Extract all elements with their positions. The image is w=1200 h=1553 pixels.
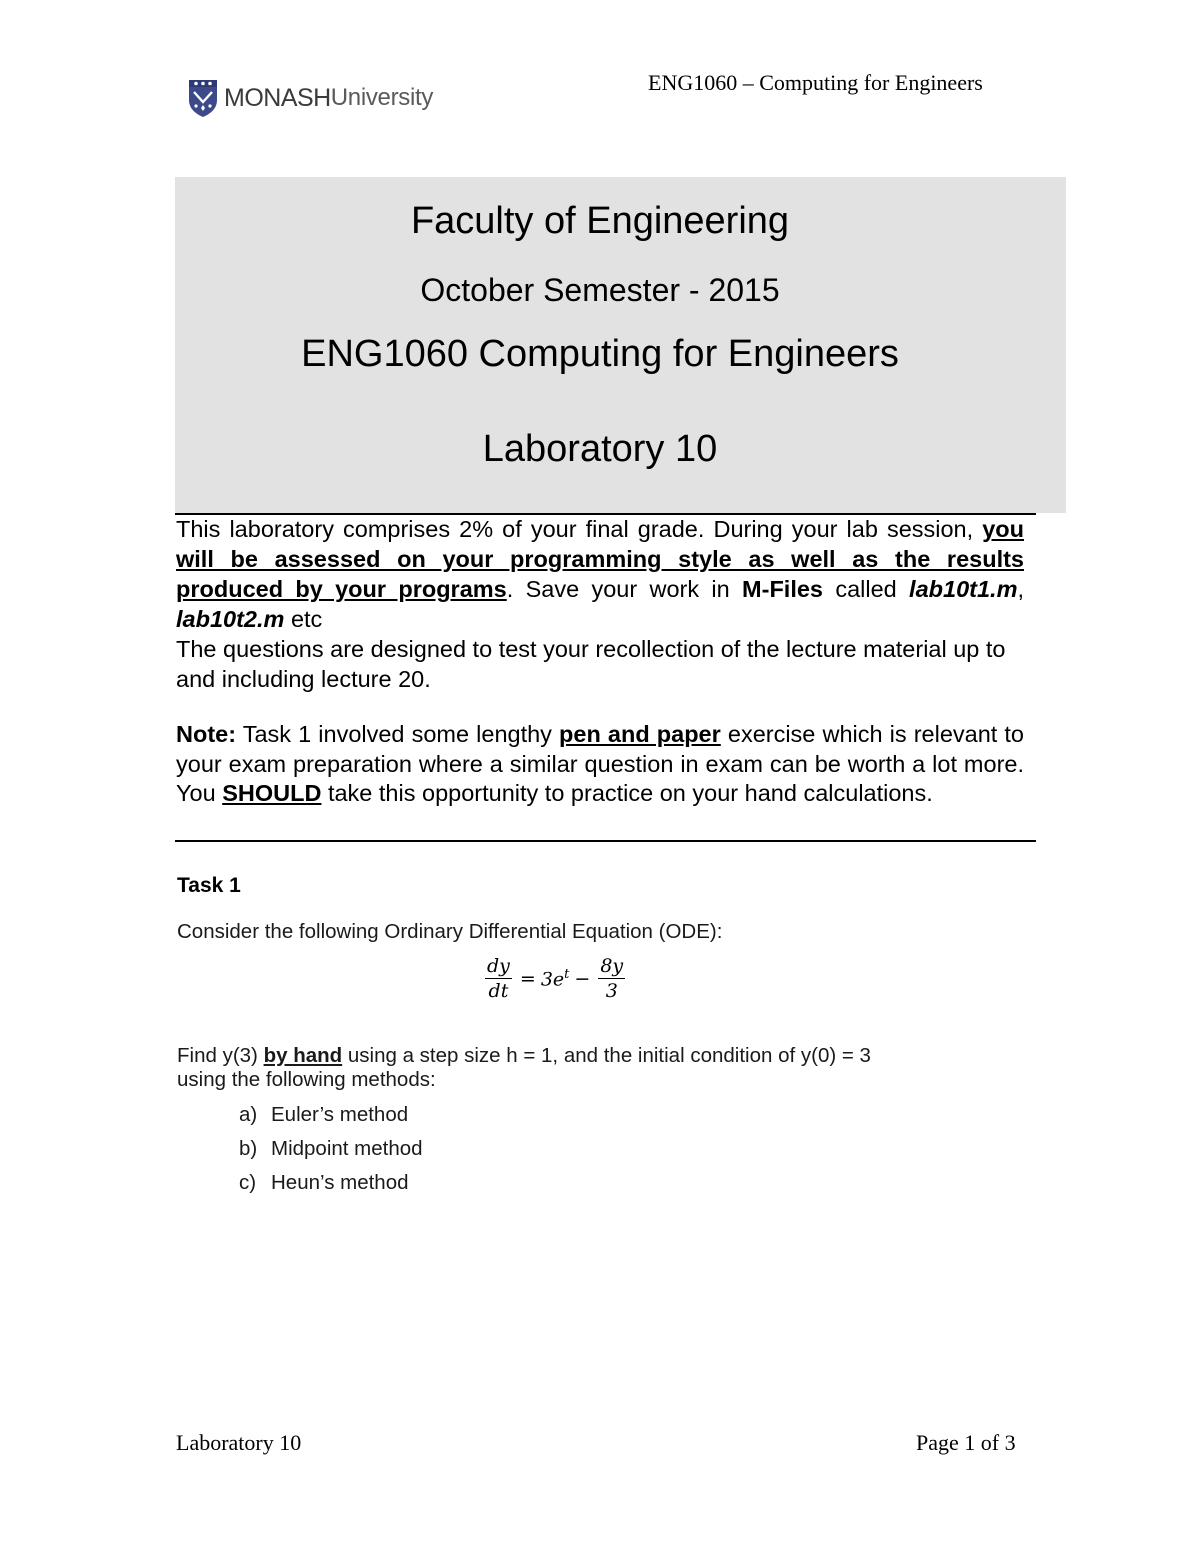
semester-title: October Semester - 2015 (420, 272, 780, 308)
assessment-emphasis: you will be assessed on your programming style as well as the results produced by your programs (176, 516, 1024, 602)
logo-text-university: University (330, 84, 434, 111)
faculty-title: Faculty of Engineering (410, 200, 790, 242)
exp-term: $3e^t$ (540, 967, 570, 991)
ode-equation: $\frac{dy}{dt}$ = $3e^t$ − $\frac{8y}{3}$ (487, 955, 624, 1002)
note-paragraph: Note: Task 1 involved some lengthy pen and paper exercise which is relevant to your exam preparation where a similar question in exam can be worth a lot more. You SHOULD take this opportunity to practice on your hand calculations. (176, 721, 1024, 806)
ode-intro-text: Consider the following Ordinary Differential Equation (ODE): (177, 920, 723, 943)
lhs-fraction: $\frac{dy}{dt}$ (487, 955, 510, 1002)
monash-logo (186, 76, 433, 120)
list-item: c) Heun’s method (239, 1171, 409, 1194)
monash-crest-icon (186, 78, 220, 118)
by-hand-emphasis: by hand (263, 1044, 343, 1067)
task-1-title: Task 1 (177, 874, 241, 897)
methods-list (239, 1103, 423, 1205)
bottom-divider (175, 840, 1036, 842)
footer-lab-label: Laboratory 10 (176, 1430, 302, 1455)
list-item: a) Euler’s method (239, 1103, 409, 1126)
should-emphasis: SHOULD (222, 780, 322, 806)
filename-lab10t1: lab10t1.m (909, 576, 1018, 602)
task-instructions: Find y(3) by hand using a step size h = 1, and the initial condition of y(0) = 3 using the following methods: (177, 1044, 871, 1091)
intro-section (176, 514, 1024, 694)
list-item: b) Midpoint method (239, 1137, 423, 1160)
note-label: Note: (176, 721, 237, 747)
course-title: ENG1060 Computing for Engineers (301, 333, 899, 375)
logo-text-monash: MONASH (224, 83, 331, 112)
lab-title: Laboratory 10 (482, 428, 718, 470)
rhs-fraction: $\frac{8y}{3}$ (600, 955, 624, 1002)
pen-paper-emphasis: pen and paper (559, 721, 721, 747)
intro-paragraph: This laboratory comprises 2% of your final grade. During your lab session, you will be assessed on your programming style as well as the results produced by your programs. Save your work in M-Files called lab10t1.m, lab10t2.m etc (176, 516, 1024, 632)
page-number: Page 1 of 3 (916, 1430, 1016, 1455)
lecture-scope-paragraph: The questions are designed to test your recollection of the lecture material up to and including lecture 20. (176, 636, 1006, 692)
filename-lab10t2: lab10t2.m (176, 606, 285, 632)
running-header: ENG1060 – Computing for Engineers (648, 70, 983, 95)
mfiles-term: M-Files (742, 576, 824, 602)
